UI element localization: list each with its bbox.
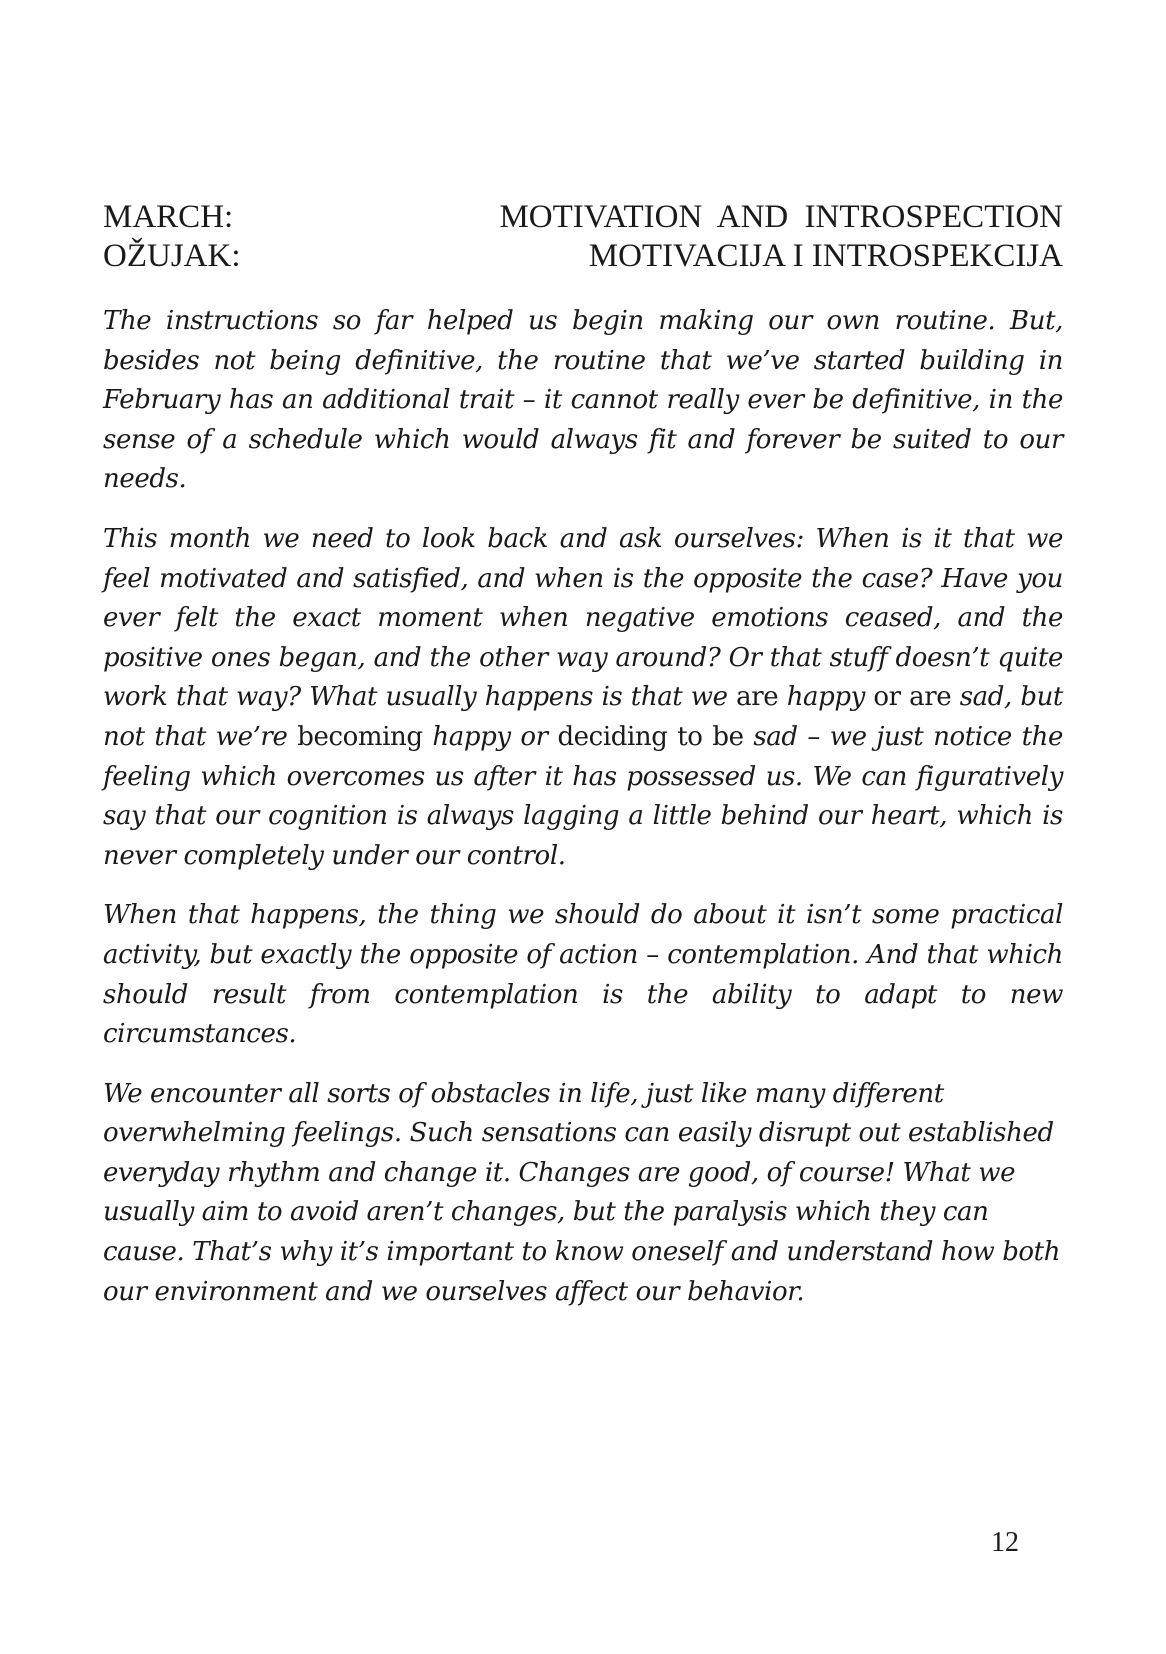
paragraph-2 [103, 520, 1063, 876]
month-label-croatian: OŽUJAK: [103, 238, 241, 274]
paragraph-1: The instructions so far helped us begin making our own routine. But, besides not being definitive, the routine that we’ve started building in February has an additional trait – it cannot really ever be definitive, in the sense of a schedule which would always fit and forever be suited to our needs. [103, 306, 1063, 495]
paragraph-2-upright: deciding to be [557, 721, 744, 752]
page-number: 12 [991, 1527, 1019, 1558]
paragraph-2-text: happy or [422, 721, 558, 752]
paragraph-2-text: happy [778, 682, 865, 713]
paragraph-4: We encounter all sorts of obstacles in life, just like many different overwhelming feelings. Such sensations can easily disrupt out established everyday rhythm and change it. Changes are good, of course! What we usually aim to avoid aren’t changes, but the paralysis which they can cause. That’s why it’s important to know oneself and understand how both our environment and we ourselves affect our behavior. [103, 1078, 1061, 1307]
header-row-english [103, 198, 1063, 237]
page-body [103, 302, 1063, 1332]
paragraph-2-upright: or [864, 682, 910, 713]
header-row-croatian [103, 237, 1063, 276]
paragraph-2-text: sad – we just notice the feeling which overcomes us after it has possessed us. We can figuratively say that our cognition is always lagging a little behind our heart, which is never completely under our control. [103, 721, 1063, 871]
paragraph-2-upright: are [736, 682, 779, 713]
chapter-header [103, 198, 1063, 276]
paragraph-2-text: This month we need to look back and ask ourselves: When is it that we feel motivated and satisfied, and when is the opposite the case? Have you ever felt the exact moment when negative emotions ceased, and the positive ones began, and the other way around? Or that stuff doesn’t quite work that way? What usually happens is that we [103, 523, 1063, 713]
month-label-english: MARCH: [103, 199, 234, 235]
paragraph-2-text: sad, but not that we’re [103, 682, 1063, 752]
chapter-title-croatian: MOTIVACIJA I INTROSPEKCIJA [588, 238, 1063, 274]
chapter-title-english: MOTIVATION AND INTROSPECTION [499, 199, 1063, 235]
paragraph-2-upright: becoming [297, 721, 423, 752]
paragraph-3: When that happens, the thing we should do about it isn’t some practical activity, but exactly the opposite of action – contemplation. And that which should result from contemplation is the ability to adapt to new circumstances. [103, 900, 1063, 1050]
paragraph-2-upright: are [909, 682, 952, 713]
